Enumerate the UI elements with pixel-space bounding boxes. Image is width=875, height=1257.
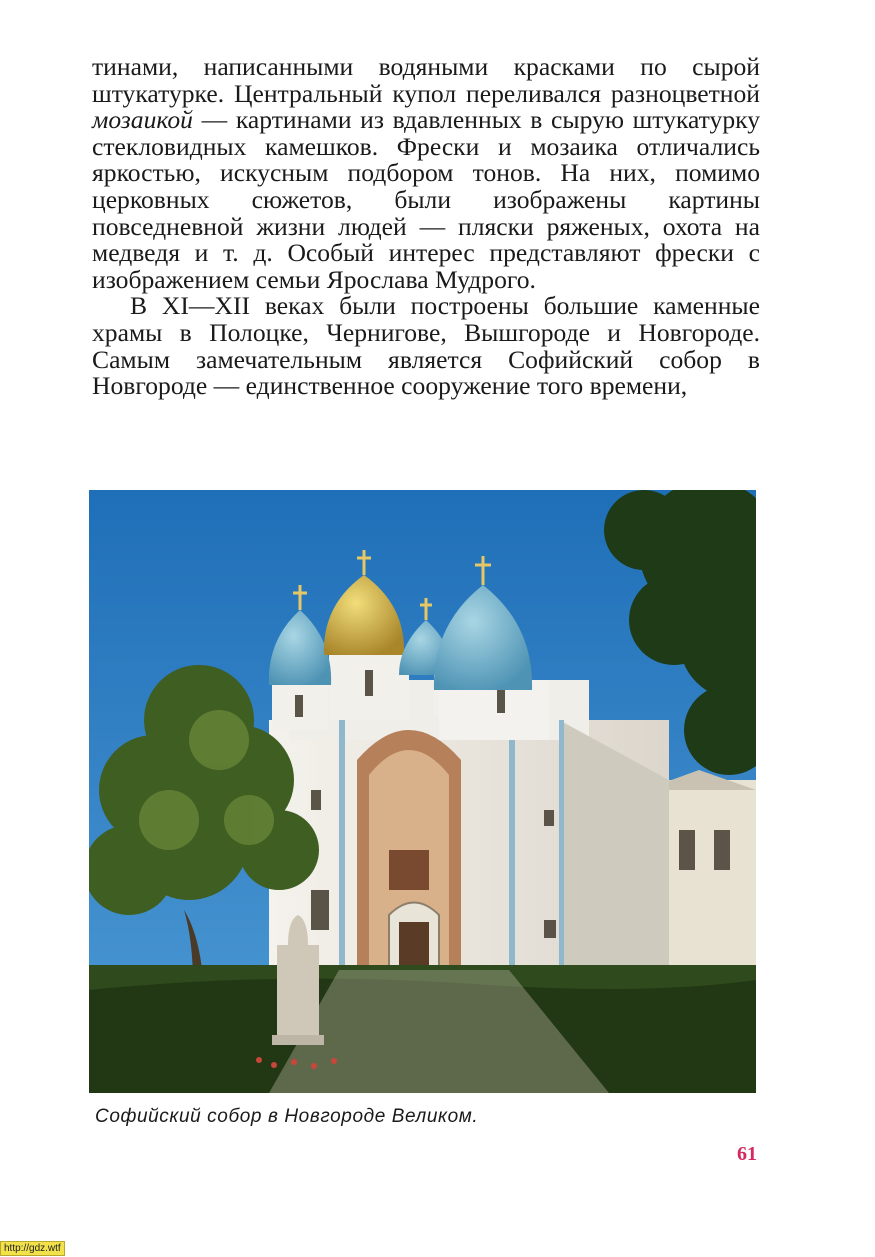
body-text (92, 54, 760, 400)
paragraph-1-start: тинами, написанными водяными красками по сырой штукатурке. Центральный купол переливался разноцветной (92, 52, 760, 108)
term-mosaic: мозаикой (92, 105, 193, 135)
paragraph-1 (92, 54, 760, 293)
paragraph-1-end: — картинами из вдавленных в сырую штукатурку стекловидных камешков. Фрески и мозаика отличались яркостью, искусным подбором тонов. На них, помимо церковных сюжетов, были изображены картины повседневной жизни людей — пляски ряженых, охота на медведя и т. д. Особый интерес представляют фрески с изображением семьи Ярослава Мудрого. (92, 105, 760, 294)
page-number: 61 (737, 1143, 757, 1165)
paragraph-2: В XI—XII веках были построены большие каменные храмы в Полоцке, Чернигове, Вышгороде и Новгороде. Самым замечательным является Софийский собор в Новгороде — единственное сооружение того времени, (92, 291, 760, 401)
cathedral-photo (89, 490, 756, 1093)
photo-caption: Софийский собор в Новгороде Великом. (95, 1106, 479, 1127)
watermark-link[interactable]: http://gdz.wtf (0, 1241, 65, 1256)
